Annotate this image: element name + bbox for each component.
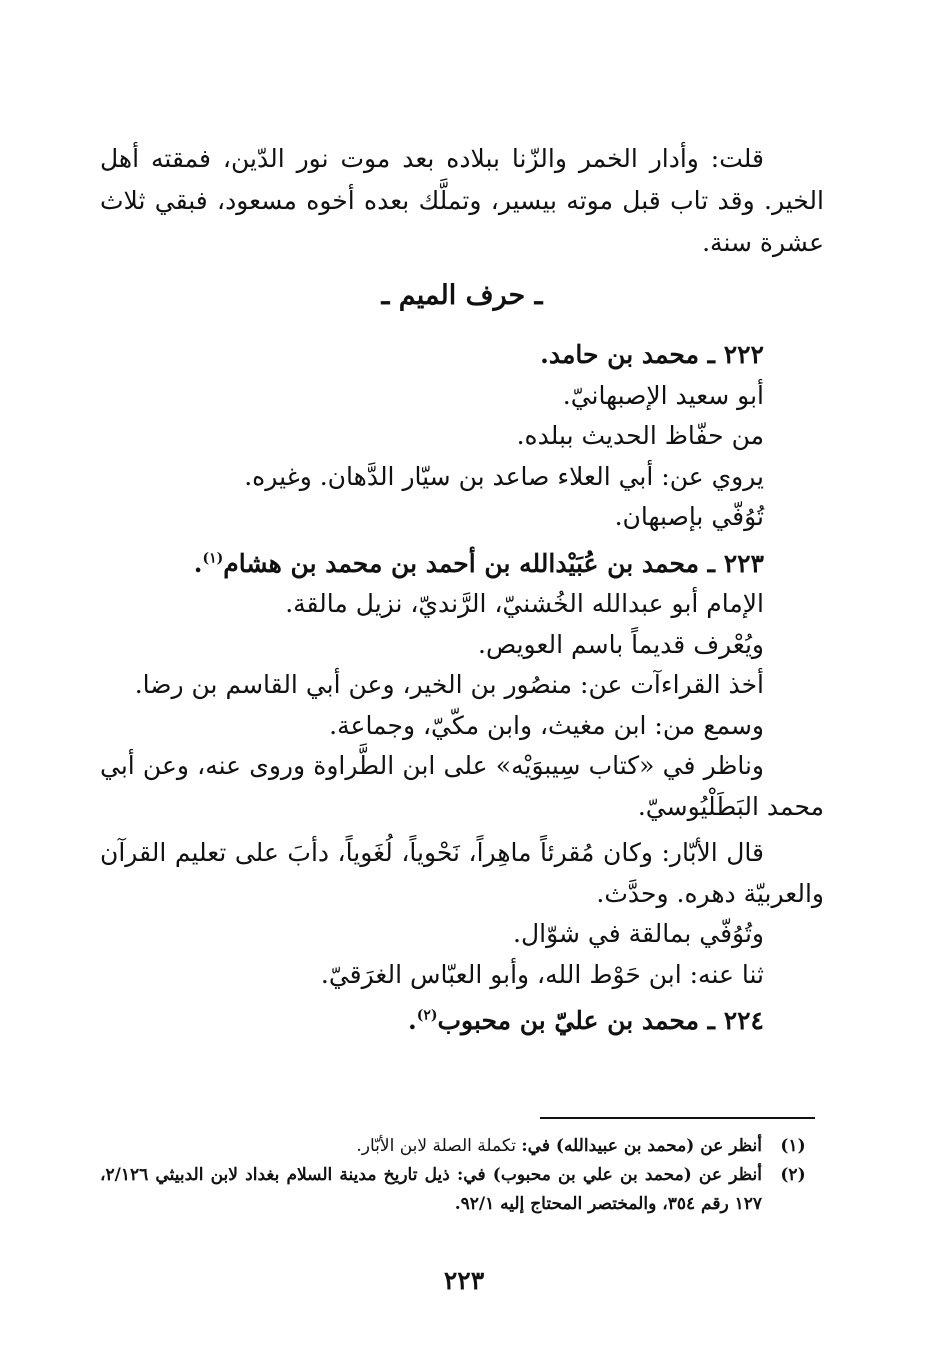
entry-224-title-text: ٢٢٤ ـ محمد بن عليّ بن محبوب (437, 1006, 764, 1035)
page-number: ٢٢٣ (443, 1266, 485, 1295)
entry-223-title (100, 544, 824, 585)
section-heading: ـ حرف الميم ـ (381, 280, 543, 311)
entry-223-qala: قال الأبّار: وكان مُقرئاً ماهِراً، نَحْوياً، لُغَوياً، دأبَ على تعليم القرآن والعربيّة دهره. وحدَّث. (100, 838, 824, 908)
footnote-lead: أنظر عن (محمد بن علي بن محبوب) في: ذيل تاريخ مدينة السلام بغداد لابن الدبيثي ٢/١٢٦، ١٢٧ رقم ٣٥٤، والمختصر المحتاج إليه ٩٢/١. (100, 1165, 762, 1214)
intro-text: قلت: وأدار الخمر والزّنا ببلاده بعد موت نور الدّين، فمقته أهل الخير. وقد تاب قبل موته بيسير، وتملَّك بعده أخوه مسعود، فبقي ثلاث عشرة سنة. (100, 144, 824, 257)
intro-paragraph (100, 138, 824, 264)
entry-222-line: يروي عن: أبي العلاء صاعد بن سيّار الدَّهان. وغيره. (244, 461, 764, 491)
footnote-item (100, 1132, 824, 1161)
footnotes (100, 1132, 824, 1219)
entry-223-line: وتُوُفّي بمالقة في شوّال. (513, 919, 764, 948)
footnote-separator (540, 1117, 815, 1119)
entry-222-line: من حفّاظ الحديث ببلده. (516, 421, 764, 450)
footnote-ref-1[interactable]: (١) (202, 550, 224, 567)
footnote-number: (١) (780, 1136, 806, 1156)
entry-223-title-text: ٢٢٣ ـ محمد بن عُبَيْدالله بن أحمد بن محمد بن هشام (223, 548, 764, 578)
footnote-ref-2[interactable]: (٢) (416, 1007, 438, 1024)
entry-223-line: ثنا عنه: ابن حَوْط الله، وأبو العبّاس الغرَقيّ. (320, 959, 764, 989)
footnote-number: (٢) (780, 1165, 806, 1185)
entry-223-title-end: . (193, 548, 203, 578)
entry-222-line: تُوُفّي بإصبهان. (614, 502, 764, 531)
footnote-text (100, 1132, 762, 1161)
entry-222-line: أبو سعيد الإصبهانيّ. (562, 380, 764, 410)
entry-223-nazir: وناظر في «كتاب سِيبوَيْه» على ابن الطَّراوة وروى عنه، وعن أبي محمد البَطَلْيُوسيّ. (100, 751, 824, 821)
entry-224-title-end: . (408, 1006, 417, 1035)
entry-224-title (100, 1001, 824, 1042)
entry-223-line: الإمام أبو عبدالله الخُشنيّ، الرَّنديّ، نزيل مالقة. (285, 589, 764, 618)
footnote-rest: تكملة الصلة لابن الأبّار. (356, 1136, 522, 1156)
entry-223-line: وسمع من: ابن مغيث، وابن مكّيّ، وجماعة. (329, 710, 764, 740)
entry-223-line: ويُعْرف قديماً باسم العويص. (478, 629, 764, 659)
footnote-text (100, 1161, 762, 1219)
entry-222-title: ٢٢٢ ـ محمد بن حامد. (540, 340, 764, 369)
entry-223-line: أخذ القراءآت عن: منصُور بن الخير، وعن أبي القاسم بن رضا. (134, 670, 764, 699)
entries-body (100, 335, 824, 1042)
footnote-lead: أنظر عن (محمد بن عبيدالله) في: (521, 1136, 762, 1156)
footnote-item (100, 1161, 824, 1219)
